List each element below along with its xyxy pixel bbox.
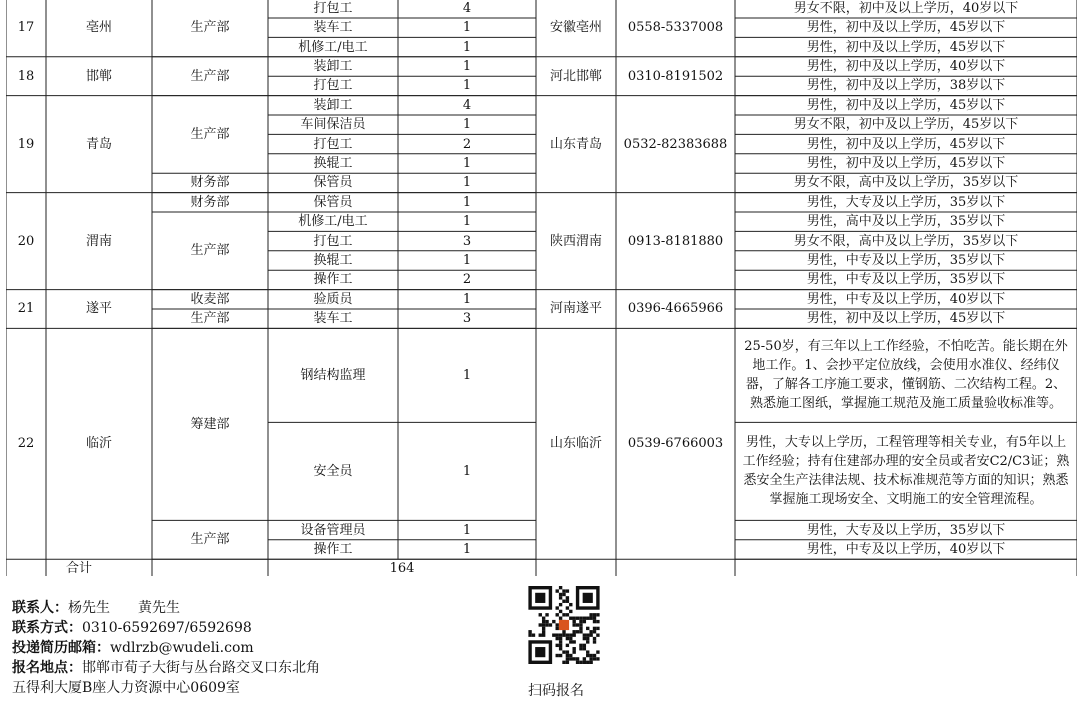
job-title-cell: 打包工: [313, 0, 353, 16]
qr-module: [539, 633, 542, 636]
qr-module: [569, 617, 572, 620]
city-cell: 邯郸: [85, 68, 112, 84]
qr-module: [583, 620, 586, 623]
department-cell: 生产部: [190, 532, 230, 548]
job-title-cell: 打包工: [313, 136, 353, 152]
qr-module: [569, 610, 572, 613]
qr-module: [586, 627, 589, 630]
phone-cell: 0532-82383688: [623, 136, 728, 152]
qr-module: [593, 654, 596, 657]
headcount-cell: 1: [462, 20, 472, 36]
qr-module: [556, 644, 559, 647]
qr-module: [552, 633, 555, 636]
qr-module: [566, 650, 569, 653]
qr-module: [572, 620, 575, 623]
requirement-cell: 男性，大专及以上学历，35岁以下: [806, 194, 1006, 210]
qr-module: [583, 647, 586, 650]
qr-module: [559, 586, 562, 589]
job-title-cell: 操作工: [313, 272, 353, 288]
requirement-cell: 男女不限，初中及以上学历，45岁以下: [793, 117, 1019, 133]
headcount-cell: 1: [462, 39, 472, 55]
qr-module: [566, 657, 569, 660]
headcount-cell: 1: [462, 522, 472, 538]
job-title-cell: 换辊工: [313, 252, 353, 268]
qr-module: [572, 617, 575, 620]
qr-module: [593, 640, 596, 643]
qr-finder: [535, 593, 545, 603]
qr-module: [589, 657, 592, 660]
contact-phone-value: 0310-6592697/6592698: [82, 620, 252, 636]
department-cell: 生产部: [190, 243, 230, 259]
qr-module: [583, 617, 586, 620]
row-number-cell: 22: [17, 436, 35, 452]
requirement-cell: 男性，初中及以上学历，45岁以下: [806, 39, 1006, 55]
qr-module: [596, 613, 599, 616]
qr-module: [542, 617, 545, 620]
row-number-cell: 21: [17, 301, 35, 317]
qr-module: [532, 633, 535, 636]
job-title-cell: 钢结构监理: [300, 367, 366, 383]
qr-module: [566, 661, 569, 664]
city-cell: 青岛: [85, 136, 112, 152]
qr-module: [556, 613, 559, 616]
qr-module: [589, 633, 592, 636]
qr-module: [593, 627, 596, 630]
phone-cell: 0558-5337008: [627, 20, 724, 36]
contact-address-line2: [12, 678, 320, 698]
qr-module: [569, 654, 572, 657]
city-cell: 亳州: [85, 20, 112, 36]
qr-module: [569, 640, 572, 643]
qr-module: [559, 593, 562, 596]
qr-module: [556, 637, 559, 640]
job-title-cell: 装车工: [313, 311, 353, 327]
contact-method-label: 联系方式：: [12, 620, 82, 636]
headcount-cell: 1: [462, 117, 472, 133]
qr-module: [562, 600, 565, 603]
qr-module: [589, 661, 592, 664]
location-cell: 河北邯郸: [549, 68, 602, 84]
qr-module: [545, 620, 548, 623]
row-number-cell: 18: [17, 68, 35, 84]
qr-module: [593, 620, 596, 623]
qr-module: [576, 661, 579, 664]
qr-module: [559, 596, 562, 599]
location-cell: 陕西渭南: [549, 233, 602, 249]
qr-module: [562, 630, 565, 633]
qr-module: [556, 633, 559, 636]
location-cell: 山东临沂: [549, 436, 602, 452]
requirement-cell: 男性，初中及以上学历，45岁以下: [806, 311, 1006, 327]
qr-module: [579, 644, 582, 647]
qr-module: [583, 637, 586, 640]
contact-address-line2-value: 五得利大厦B座人力资源中心0609室: [12, 680, 240, 696]
qr-module: [579, 620, 582, 623]
contact-address-value: 邯郸市荀子大街与丛台路交叉口东北角: [82, 660, 320, 676]
total-value-cell: 164: [389, 561, 415, 577]
job-title-cell: 机修工/电工: [298, 214, 368, 230]
contact-address-label: 报名地点：: [12, 660, 82, 676]
job-title-cell: 装卸工: [313, 58, 353, 74]
job-title-cell: 换辊工: [313, 155, 353, 171]
qr-module: [559, 644, 562, 647]
qr-module: [549, 623, 552, 626]
qr-module: [586, 633, 589, 636]
qr-module: [566, 600, 569, 603]
qr-module: [579, 630, 582, 633]
qr-module: [576, 630, 579, 633]
requirement-cell: 男性，大专及以上学历，35岁以下: [806, 522, 1006, 538]
contact-email-row: [12, 638, 320, 658]
qr-module: [559, 647, 562, 650]
qr-module: [589, 654, 592, 657]
department-cell: 生产部: [190, 311, 230, 327]
qr-module: [542, 627, 545, 630]
headcount-cell: 1: [462, 58, 472, 74]
qr-module: [583, 657, 586, 660]
contact-person-label: 联系人：: [12, 600, 68, 616]
qr-module: [596, 620, 599, 623]
qr-module: [566, 613, 569, 616]
job-title-cell: 设备管理员: [300, 522, 366, 538]
qr-module: [586, 640, 589, 643]
qr-module: [566, 633, 569, 636]
headcount-cell: 1: [462, 194, 472, 210]
city-cell: 临沂: [85, 436, 112, 452]
contact-person-row: [12, 598, 320, 618]
city-cell: 渭南: [85, 233, 112, 249]
headcount-cell: 1: [462, 78, 472, 94]
qr-module: [583, 644, 586, 647]
qr-module: [562, 661, 565, 664]
qr-module: [545, 613, 548, 616]
requirement-cell: 男性，中专及以上学历，40岁以下: [806, 541, 1006, 557]
requirement-cell: 男性，初中及以上学历，45岁以下: [806, 97, 1006, 113]
qr-finder: [583, 593, 593, 603]
requirement-cell: 男女不限，初中及以上学历，40岁以下: [793, 0, 1019, 16]
qr-module: [539, 613, 542, 616]
job-title-cell: 安全员: [313, 463, 353, 479]
qr-finder: [535, 647, 545, 657]
headcount-cell: 1: [462, 541, 472, 557]
qr-module: [576, 657, 579, 660]
job-title-cell: 打包工: [313, 78, 353, 94]
qr-module: [583, 633, 586, 636]
qr-module: [559, 610, 562, 613]
qr-module: [545, 623, 548, 626]
headcount-cell: 1: [462, 175, 472, 191]
requirement-cell: 男性，中专及以上学历，35岁以下: [806, 272, 1006, 288]
headcount-cell: 1: [462, 291, 472, 307]
headcount-cell: 2: [462, 272, 472, 288]
location-cell: 山东青岛: [549, 136, 602, 152]
qr-module: [559, 654, 562, 657]
phone-cell: 0310-8191502: [627, 68, 724, 84]
qr-module: [572, 640, 575, 643]
qr-module: [593, 657, 596, 660]
department-cell: 财务部: [190, 194, 230, 210]
contact-info: [12, 598, 320, 698]
headcount-cell: 3: [462, 233, 472, 249]
qr-module: [542, 623, 545, 626]
qr-module: [566, 654, 569, 657]
requirement-cell: 男性，高中及以上学历，35岁以下: [806, 214, 1006, 230]
requirement-cell: 男性，初中及以上学历，40岁以下: [806, 58, 1006, 74]
qr-code-label: 扫码报名: [528, 683, 584, 699]
qr-module: [572, 657, 575, 660]
contact-email-label: 投递简历邮箱：: [12, 640, 110, 656]
requirement-cell: 男性，初中及以上学历，38岁以下: [806, 78, 1006, 94]
contact-method-row: [12, 618, 320, 638]
qr-module: [559, 640, 562, 643]
qr-module: [559, 603, 562, 606]
headcount-cell: 1: [462, 252, 472, 268]
qr-module: [556, 627, 559, 630]
qr-module: [579, 661, 582, 664]
row-number-cell: 17: [17, 20, 35, 36]
qr-module: [569, 657, 572, 660]
job-title-cell: 打包工: [313, 233, 353, 249]
qr-module: [552, 620, 555, 623]
row-number-cell: 19: [17, 136, 35, 152]
qr-module: [579, 647, 582, 650]
qr-module: [569, 633, 572, 636]
department-cell: 筹建部: [190, 416, 230, 432]
qr-module: [542, 630, 545, 633]
phone-cell: 0913-8181880: [627, 233, 724, 249]
qr-module: [562, 633, 565, 636]
qr-module: [576, 623, 579, 626]
qr-module: [572, 647, 575, 650]
requirement-cell: 男女不限，高中及以上学历，35岁以下: [793, 233, 1019, 249]
qr-module: [556, 606, 559, 609]
job-title-cell: 保管员: [313, 194, 353, 210]
qr-module: [556, 623, 559, 626]
headcount-cell: 1: [462, 214, 472, 230]
qr-module: [566, 589, 569, 592]
qr-module: [589, 630, 592, 633]
qr-module: [566, 596, 569, 599]
headcount-cell: 3: [462, 311, 472, 327]
job-title-cell: 机修工/电工: [298, 39, 368, 55]
qr-module: [593, 613, 596, 616]
qr-module: [559, 637, 562, 640]
headcount-cell: 1: [462, 463, 472, 479]
qr-module: [596, 657, 599, 660]
qr-module: [572, 630, 575, 633]
qr-module: [593, 637, 596, 640]
qr-module: [566, 644, 569, 647]
contact-address-row: [12, 658, 320, 678]
qr-module: [596, 627, 599, 630]
row-number-cell: 20: [17, 233, 35, 249]
job-title-cell: 保管员: [313, 175, 353, 191]
qr-module: [586, 637, 589, 640]
qr-module: [579, 617, 582, 620]
department-cell: 收麦部: [190, 291, 230, 307]
qr-module: [566, 606, 569, 609]
department-cell: 财务部: [190, 175, 230, 191]
qr-code-icon[interactable]: [528, 586, 600, 664]
qr-module: [596, 633, 599, 636]
total-label-cell: 合计: [65, 561, 92, 577]
qr-module: [562, 613, 565, 616]
contact-email-link[interactable]: wdlrzb@wudeli.com: [110, 640, 254, 656]
requirement-cell: 男性，初中及以上学历，45岁以下: [806, 136, 1006, 152]
qr-module: [579, 627, 582, 630]
qr-module: [569, 603, 572, 606]
department-cell: 生产部: [190, 126, 230, 142]
headcount-cell: 4: [462, 0, 472, 16]
job-title-cell: 车间保洁员: [300, 117, 366, 133]
qr-module: [579, 623, 582, 626]
qr-module: [576, 617, 579, 620]
phone-cell: 0539-6766003: [627, 436, 724, 452]
phone-cell: 0396-4665966: [627, 301, 724, 317]
headcount-cell: 4: [462, 97, 472, 113]
qr-module: [593, 630, 596, 633]
job-title-cell: 装车工: [313, 20, 353, 36]
job-title-cell: 验质员: [313, 291, 353, 307]
qr-module: [586, 661, 589, 664]
qr-module: [539, 623, 542, 626]
requirement-cell: 男性，初中及以上学历，45岁以下: [806, 20, 1006, 36]
requirement-cell: 男性，中专及以上学历，35岁以下: [806, 252, 1006, 268]
qr-module: [562, 589, 565, 592]
qr-module: [569, 637, 572, 640]
headcount-cell: 1: [462, 367, 472, 383]
qr-module: [559, 633, 562, 636]
requirement-paragraph: 25-50岁，有三年以上工作经验，不怕吃苦。能长期在外地工作。1、会抄平定位放线，会使用水准仪、经纬仪器，了解各工序施工要求，懂钢筋、二次结构工程。2、熟悉施工图纸，掌握施工规范及施工质量验收标准等。: [744, 339, 1068, 412]
city-cell: 遂平: [85, 301, 112, 317]
qr-module: [586, 650, 589, 653]
qr-module: [583, 661, 586, 664]
qr-module: [562, 593, 565, 596]
requirement-paragraph: 男性，大专以上学历，工程管理等相关专业，有5年以上工作经验；持有住建部办理的安全员或者安C2/C3证；熟悉安全生产法律法规、技术标准规范等方面的知识；熟悉掌握施工现场安全、文明施工的安全管理流程。: [742, 435, 1070, 508]
qr-module: [572, 623, 575, 626]
requirement-cell: 男女不限，高中及以上学历，35岁以下: [793, 175, 1019, 191]
recruitment-table: [6, 0, 1077, 576]
qr-module: [528, 630, 531, 633]
requirement-cell: 男性，初中及以上学历，45岁以下: [806, 155, 1006, 171]
qr-module: [528, 633, 531, 636]
qr-module: [586, 617, 589, 620]
qr-module: [596, 650, 599, 653]
qr-module: [542, 620, 545, 623]
department-cell: 生产部: [190, 20, 230, 36]
department-cell: 生产部: [190, 68, 230, 84]
qr-module: [559, 617, 562, 620]
qr-module: [589, 617, 592, 620]
qr-module: [589, 613, 592, 616]
location-cell: 河南遂平: [549, 301, 602, 317]
qr-module: [556, 589, 559, 592]
qr-module: [572, 633, 575, 636]
qr-module: [556, 654, 559, 657]
contact-person-value: 杨先生 黄先生: [68, 600, 180, 616]
qr-module: [542, 633, 545, 636]
qr-module: [593, 617, 596, 620]
qr-logo: [559, 620, 569, 630]
headcount-cell: 2: [462, 136, 472, 152]
job-title-cell: 装卸工: [313, 97, 353, 113]
qr-module: [562, 650, 565, 653]
qr-module: [586, 654, 589, 657]
qr-module: [572, 650, 575, 653]
job-title-cell: 操作工: [313, 541, 353, 557]
headcount-cell: 1: [462, 155, 472, 171]
requirement-cell: 男性，中专及以上学历，40岁以下: [806, 291, 1006, 307]
location-cell: 安徽亳州: [549, 20, 602, 36]
qr-module: [566, 637, 569, 640]
